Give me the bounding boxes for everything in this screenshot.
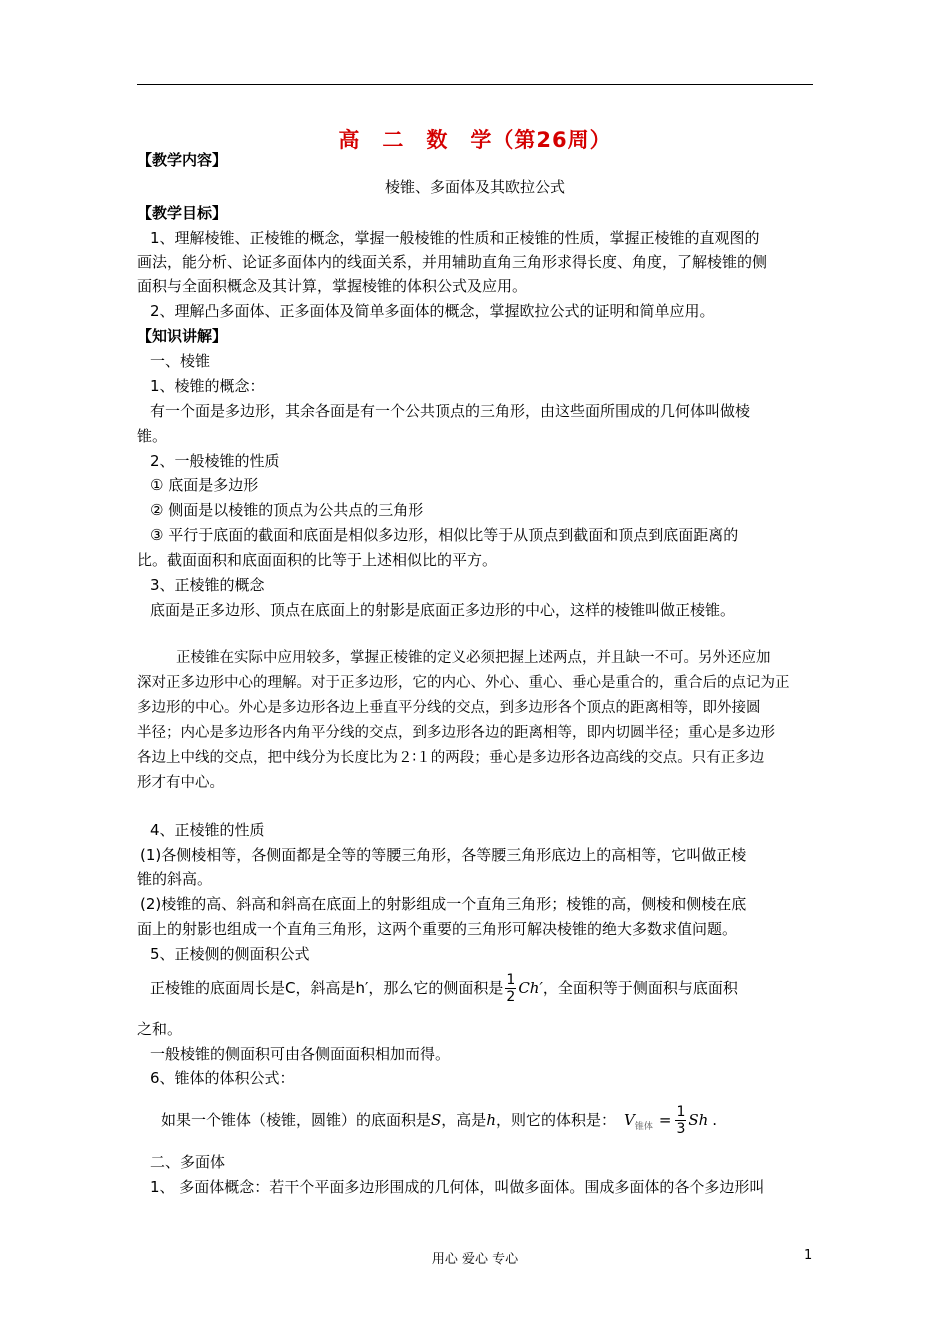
note-line-2: 深对正多边形中心的理解。对于正多边形，它的内心、外心、重心、垂心是重合的，重合后的点记为正: [137, 675, 790, 691]
section-heading-content: 【教学内容】: [137, 151, 228, 169]
item-5-general: 一般棱锥的侧面积可由各侧面面积相加而得。: [150, 1045, 451, 1063]
item-3-text: 底面是正多边形、顶点在底面上的射影是底面正多边形的中心，这样的棱锥叫做正棱锥。: [150, 601, 736, 619]
goal-2: 2、理解凸多面体、正多面体及简单多面体的概念，掌握欧拉公式的证明和简单应用。: [150, 302, 715, 320]
formula6-S: S: [431, 1111, 442, 1129]
lateral-area-formula-line: [150, 970, 738, 1006]
formula6-equals: =: [658, 1111, 672, 1129]
note-line-6: 形才有中心。: [137, 775, 224, 791]
item-2-heading: 2、一般棱锥的性质: [150, 452, 280, 470]
part-1-heading: 一、棱锥: [150, 352, 211, 370]
formula5-expression: Ch′: [518, 979, 543, 997]
item-1-text-line-2: 锥。: [137, 427, 168, 445]
item-5-text-end: 之和。: [137, 1020, 183, 1038]
volume-formula-line: [161, 1100, 717, 1147]
item-4-p2-line-2: 面上的射影也组成一个直角三角形，这两个重要的三角形可解决棱锥的绝大多数求值问题。: [137, 920, 738, 938]
note-line-1: 正棱锥在实际中应用较多，掌握正棱锥的定义必须把握上述两点，并且缺一不可。另外还应加: [176, 650, 771, 666]
fraction-one-third: [675, 1104, 686, 1137]
formula6-subscript: 锥体: [634, 1122, 653, 1132]
property-3-line-1: ③ 平行于底面的截面和底面是相似多边形，相似比等于从顶点到截面和顶点到底面距离的: [150, 526, 739, 544]
formula6-end: .: [712, 1111, 718, 1129]
formula6-V: V: [624, 1111, 635, 1129]
goal-1-line-2: 画法，能分析、论证多面体内的线面关系，并用辅助直角三角形求得长度、角度，了解棱锥的侧: [137, 253, 768, 271]
item-4-p1-line-2: 锥的斜高。: [137, 870, 213, 888]
fraction-denominator: 3: [676, 1121, 686, 1137]
formula6-h: h: [486, 1111, 496, 1129]
item-6-heading: 6、锥体的体积公式：: [150, 1069, 295, 1087]
formula6-mid1: ，高是: [441, 1111, 487, 1129]
note-line-5: 各边上中线的交点，把中线分为长度比为２∶１的两段；垂心是多边形各边高线的交点。只有正多边: [137, 750, 765, 766]
fraction-one-half: [505, 972, 516, 1005]
goal-1-line-3: 面积与全面积概念及其计算，掌握棱锥的体积公式及应用。: [137, 277, 528, 295]
item-5-heading: 5、正棱侧的侧面积公式: [150, 945, 310, 963]
page-number: 1: [804, 1248, 813, 1263]
fraction-numerator: 1: [506, 972, 516, 988]
property-3-line-2: 比。截面面积和底面面积的比等于上述相似比的平方。: [137, 551, 498, 569]
property-2: ② 侧面是以棱锥的顶点为公共点的三角形: [150, 501, 424, 519]
item-1-text-line-1: 有一个面是多边形，其余各面是有一个公共顶点的三角形，由这些面所围成的几何体叫做棱: [150, 402, 751, 420]
formula5-pre: 正棱锥的底面周长是C，斜高是h′，那么它的侧面积是: [150, 979, 504, 997]
section-heading-knowledge: 【知识讲解】: [137, 327, 228, 345]
header-rule: [137, 84, 813, 85]
formula6-pre: 如果一个锥体（棱锥，圆锥）的底面积是: [161, 1111, 432, 1129]
page-footer: 用心 爱心 专心: [431, 1252, 519, 1267]
fraction-numerator: 1: [676, 1104, 686, 1120]
item-3-heading: 3、正棱锥的概念: [150, 576, 265, 594]
item-1-heading: 1、棱锥的概念：: [150, 377, 265, 395]
lesson-topic: 棱锥、多面体及其欧拉公式: [384, 178, 565, 196]
fraction-denominator: 2: [506, 989, 516, 1005]
item-4-p2-line-1: (2)棱锥的高、斜高和斜高在底面上的射影组成一个直角三角形；棱锥的高，侧棱和侧棱在底: [140, 895, 747, 913]
goal-1-line-1: 1、理解棱锥、正棱锥的概念，掌握一般棱锥的性质和正棱锥的性质，掌握正棱锥的直观图的: [150, 229, 760, 247]
section-heading-goals: 【教学目标】: [137, 204, 228, 222]
note-line-4: 半径；内心是多边形各内角平分线的交点，到多边形各边的距离相等，即内切圆半径；重心是多边形: [137, 725, 775, 741]
polyhedron-concept: 1、 多面体概念：若干个平面多边形围成的几何体，叫做多面体。围成多面体的各个多边形叫: [150, 1178, 765, 1196]
item-4-p1-line-1: (1)各侧棱相等，各侧面都是全等的等腰三角形，各等腰三角形底边上的高相等，它叫做正棱: [140, 846, 747, 864]
note-line-3: 多边形的中心。外心是多边形各边上垂直平分线的交点，到多边形各个顶点的距离相等，即外接圆: [137, 700, 761, 716]
page-title: 高 二 数 学（第26周）: [338, 128, 612, 152]
formula6-expression: Sh: [688, 1111, 709, 1129]
part-2-heading: 二、多面体: [150, 1153, 226, 1171]
property-1: ① 底面是多边形: [150, 476, 259, 494]
formula6-mid2: ，则它的体积是：: [495, 1111, 616, 1129]
item-4-heading: 4、正棱锥的性质: [150, 821, 265, 839]
formula5-post: ，全面积等于侧面积与底面积: [542, 979, 738, 997]
